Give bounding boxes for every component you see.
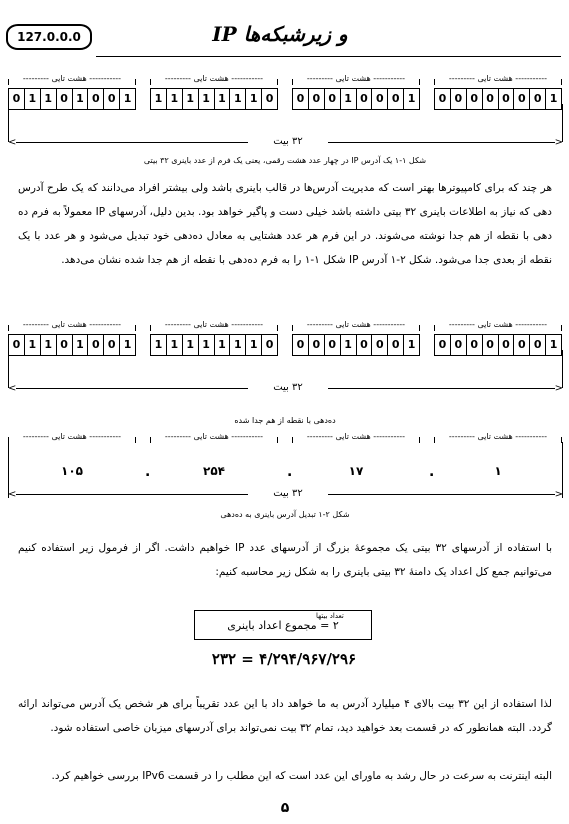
octet-label: ----------- هشت تایی --------- [448,74,548,83]
bit-span-arrow: < > ۳۲ بیت [8,382,563,394]
bit-cell: 1 [183,89,199,109]
bit-cell: 1 [25,335,41,355]
figure-1-binary-octets [8,74,563,154]
bit-cell: 0 [325,335,341,355]
bit-cell: 0 [57,89,73,109]
decimal-octet-1 [8,432,136,452]
decimal-dot: . [145,464,151,480]
bit-cell: 0 [9,335,25,355]
bit-span-label: ۳۲ بیت [248,488,328,499]
bit-span-label: ۳۲ بیت [248,382,328,393]
bit-cell: 0 [88,335,104,355]
formula-result: ۲۳۲ = ۴/۲۹۴/۹۶۷/۲۹۶ [211,650,357,668]
bit-cell: 0 [483,335,499,355]
bit-cell: 0 [309,89,325,109]
bit-cell: 0 [435,335,451,355]
paragraph-3: لذا استفاده از این ۳۲ بیت بالای ۴ میلیارد آدرس به ما خواهد داد با این عدد تقریباً برای هر شخص یک آدرس می‌تواند ارائه گردد. البته همانطور که در قسمت بعد خواهید دید، تمام ۳۲ بیت نمی‌تواند برای آدرسهای میزبان خاصی استفاده شود. [18,698,552,734]
dotted-decimal-label: ده‌دهی با نقطه از هم جدا شده [234,416,336,425]
bit-span-arrow: < > ۳۲ بیت [8,136,563,148]
bit-span-arrow: < > ۳۲ بیت [8,488,563,500]
header-rule [96,56,561,57]
bit-cells [8,334,136,356]
bit-cell: 0 [309,335,325,355]
bit-cell: 0 [499,335,515,355]
bit-cell: 1 [123,92,132,105]
bit-cell: 0 [467,89,483,109]
bit-cell: 0 [57,335,73,355]
bit-cell: 1 [215,89,231,109]
octet-label: ----------- هشت تایی --------- [306,432,406,441]
bit-cell: 0 [88,89,104,109]
bit-cell: 0 [265,92,274,105]
decimal-dot: . [429,464,435,480]
bit-cell: 1 [246,335,262,355]
bit-cell: 0 [514,89,530,109]
bit-cell: 1 [230,335,246,355]
figure-2-caption: شکل ۲-۱ تبدیل آدرس باینری به ده‌دهی [220,510,350,519]
bit-cell: 0 [435,89,451,109]
octet-1 [8,74,136,130]
decimal-dot: . [287,464,293,480]
formula-box: ۲ = مجموع اعداد باینری [194,610,372,640]
bit-cell: 0 [293,89,309,109]
octet-label: ----------- هشت تایی --------- [306,74,406,83]
bit-cells [292,334,420,356]
octet-3 [292,320,420,376]
bit-cell: 1 [183,335,199,355]
bit-cell: 1 [199,89,215,109]
bit-cell: 1 [123,338,132,351]
figure-2-binary-octets [8,320,563,400]
bit-cells [150,334,278,356]
bit-cell: 0 [372,89,388,109]
bit-cell: 0 [265,338,274,351]
bit-cells [434,88,562,110]
bit-cell: 1 [549,338,558,351]
octet-label: ----------- هشت تایی --------- [22,74,122,83]
bit-cell: 1 [41,335,57,355]
bit-cell: 0 [499,89,515,109]
paragraph-1: هر چند که برای کامپیوترها بهتر است که مدیریت آدرس‌ها در قالب باینری باشد ولی بیشتر افراد می‌دانند که یک طرح آدرس دهی که نیاز به اطلاعات باینری ۳۲ بیتی داشته باشد خیلی دست و پاگیر خواهد بود. بدین دلیل، آدرسهای IP معمولاً به فرم ده دهی با نقطه از هم جدا نوشته می‌شوند. در این فرم هر عدد هشتایی به معادل ده‌دهی خود تبدیل می‌شود و هر عدد با یک نقطه از بعدی جدا می‌شود. شکل ۲-۱ آدرس IP شکل ۱-۱ را به فرم ده‌دهی با نقطه از هم جدا شده نشان می‌دهد. [18,182,552,266]
figure-1-caption: شکل ۱-۱ یک آدرس IP در چهار عدد هشت رقمی، یعنی یک فرم از عدد باینری ۳۲ بیتی [143,156,427,165]
bit-cell: 1 [549,92,558,105]
bit-cell: 0 [483,89,499,109]
bit-span-label: ۳۲ بیت [248,136,328,147]
bit-cells [434,334,562,356]
octet-4 [434,74,562,130]
bit-cell: 1 [73,89,89,109]
decimal-value: ۱۰۵ [61,464,83,478]
bit-cell: 0 [357,335,373,355]
octet-1 [8,320,136,376]
bit-cell: 0 [451,89,467,109]
bit-cell: 1 [167,335,183,355]
bit-cell: 0 [372,335,388,355]
page-number: ۵ [280,800,290,816]
figure-2-decimal-octets [8,432,563,512]
bit-cell: 1 [341,89,357,109]
octet-4 [434,320,562,376]
octet-label: ----------- هشت تایی --------- [306,320,406,329]
bit-cell: 1 [167,89,183,109]
paragraph-4: البته اینترنت به سرعت در حال رشد به ماورای این عدد است که این مطلب را در قسمت IPv6 بررسی خواهیم کرد. [51,770,552,782]
bit-cell: 1 [199,335,215,355]
bit-cell: 1 [341,335,357,355]
bit-cell: 0 [514,335,530,355]
bit-cell: 0 [293,335,309,355]
octet-label: ----------- هشت تایی --------- [164,432,264,441]
bit-cell: 1 [41,89,57,109]
paragraph-2: با استفاده از آدرسهای ۳۲ بیتی یک مجموعهٔ بزرگ از آدرسهای عدد IP خواهیم داشت. اگر از فرمول زیر استفاده کنیم می‌توانیم جمع کل اعداد یک دامنهٔ ۳۲ بیتی باینری را به شکل زیر محاسبه کنیم: [18,542,553,578]
decimal-value: ۱۷ [348,464,364,478]
bit-cell: 1 [151,89,167,109]
octet-label: ----------- هشت تایی --------- [448,432,548,441]
octet-label: ----------- هشت تایی --------- [164,320,264,329]
octet-label: ----------- هشت تایی --------- [448,320,548,329]
page-title: IP و زیرشبکه‌ها [212,22,348,46]
decimal-octet-2 [150,432,278,452]
bit-cell: 1 [73,335,89,355]
bit-cell: 1 [407,338,416,351]
bit-cell: 1 [407,92,416,105]
bit-cells [292,88,420,110]
formula-superscript: تعداد بیتها [316,612,344,620]
decimal-octet-3 [292,432,420,452]
bit-cell: 0 [9,89,25,109]
bit-cells [150,88,278,110]
octet-2 [150,320,278,376]
octet-3 [292,74,420,130]
octet-label: ----------- هشت تایی --------- [22,432,122,441]
bit-cell: 1 [151,335,167,355]
bit-cell: 0 [388,335,404,355]
bit-cell: 0 [325,89,341,109]
bit-cell: 0 [467,335,483,355]
bit-cell: 0 [357,89,373,109]
bit-cell: 0 [388,89,404,109]
bit-cell: 0 [451,335,467,355]
octet-2 [150,74,278,130]
decimal-value: ۲۵۴ [203,464,225,478]
bit-cell: 1 [25,89,41,109]
bit-cells [8,88,136,110]
header-box: 127.0.0.0 [6,24,92,50]
bit-cell: 0 [530,335,546,355]
bit-cell: 0 [530,89,546,109]
bit-cell: 0 [104,335,120,355]
decimal-value: ۱ [494,464,502,478]
decimal-octet-4 [434,432,562,452]
octet-label: ----------- هشت تایی --------- [22,320,122,329]
octet-label: ----------- هشت تایی --------- [164,74,264,83]
bit-cell: 1 [230,89,246,109]
bit-cell: 1 [215,335,231,355]
bit-cell: 0 [104,89,120,109]
bit-cell: 1 [246,89,262,109]
